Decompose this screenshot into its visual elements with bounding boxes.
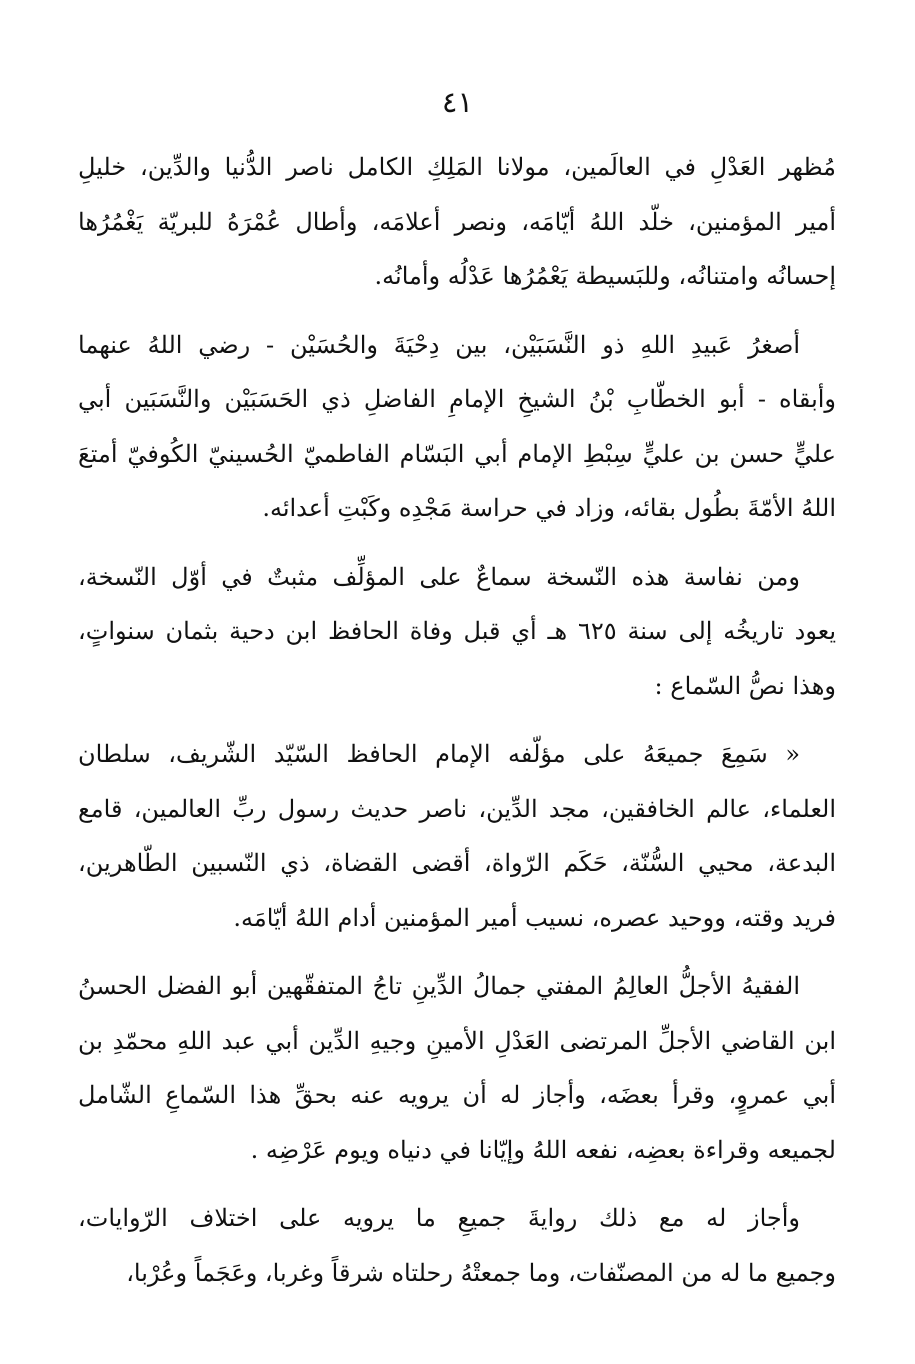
paragraph: [78, 1191, 836, 1300]
text-line: ابن القاضي الأجلِّ المرتضى العَدْلِ الأمينِ وجيهِ الدِّين أبي عبد اللهِ محمّدِ بن: [78, 1026, 836, 1055]
text-line: أمير المؤمنين، خلّد اللهُ أيّامَه، ونصر أعلامَه، وأطال عُمْرَهُ للبريّة يَغْمُرُها: [78, 207, 836, 236]
text-line: ومن نفاسة هذه النّسخة سماعٌ على المؤلِّف مثبتٌ في أوّل النّسخة،: [78, 562, 800, 591]
text-line: إحسانُه وامتنانُه، وللبَسيطة يَعْمُرُها عَدْلُه وأمانُه.: [374, 262, 836, 290]
text-line: أبي عمروٍ، وقرأ بعضَه، وأجاز له أن يرويه عنه بحقِّ هذا السّماعِ الشّامل: [78, 1081, 836, 1109]
text-line: وأجاز له مع ذلك روايةَ جميعِ ما يرويه على اختلاف الرّوايات،: [78, 1204, 800, 1232]
paragraph: [78, 140, 836, 304]
text-line: الفقيهُ الأجلُّ العالِمُ المفتي جمالُ الدِّينِ تاجُ المتفقّهين أبو الفضل الحسنُ: [78, 972, 800, 1000]
text-line: البدعة، محيي السُّنّة، حَكَم الرّواة، أقضى القضاة، ذي النّسبين الطّاهرين،: [78, 849, 836, 877]
text-line: اللهُ الأمّةَ بطُول بقائه، وزاد في حراسة مَجْدِه وكَبْتِ أعدائه.: [262, 494, 836, 522]
body-text: [78, 140, 836, 1314]
paragraph: [78, 550, 836, 714]
text-line: عليٍّ حسن بن عليٍّ سِبْطِ الإمام أبي البَسّام الفاطميّ الحُسينيّ الكُوفيّ أمتعَ: [78, 439, 836, 468]
text-line: العلماء، عالم الخافقين، مجد الدِّين، ناصر حديث رسول ربِّ العالمين، قامع: [78, 794, 836, 823]
text-line: فريد وقته، ووحيد عصره، نسيب أمير المؤمنين أدام اللهُ أيّامَه.: [233, 903, 836, 932]
text-line: يعود تاريخُه إلى سنة ٦٢٥ هـ أي قبل وفاة الحافظ ابن دحية بثمان سنواتٍ،: [78, 617, 836, 645]
paragraph: [78, 318, 836, 536]
page-number: ٤١: [441, 85, 474, 119]
text-line: « سَمِعَ جميعَهُ على مؤلّفه الإمام الحافظ السّيّد الشّريف، سلطان: [78, 740, 800, 768]
text-line: وهذا نصُّ السّماع :: [654, 671, 836, 700]
text-line: وأبقاه - أبو الخطّابِ بْنُ الشيخِ الإمامِ الفاضلِ ذي الحَسَبَيْن والنَّسَبَين أبي: [78, 385, 836, 413]
text-line: أصغرُ عَبيدِ اللهِ ذو النَّسَبَيْن، بين دِحْيَةَ والحُسَيْن - رضي اللهُ عنهما: [78, 330, 800, 359]
paragraph: [78, 727, 836, 945]
text-line: لجميعه وقراءة بعضِه، نفعه اللهُ وإيّانا في دنياه ويوم عَرْضِه .: [250, 1135, 836, 1164]
text-line: وجميع ما له من المصنّفات، وما جمعتْهُ رحلتاه شرقاً وغربا، وعَجَماً وعُرْبا،: [126, 1258, 836, 1287]
paragraph: [78, 959, 836, 1177]
text-line: مُظهر العَدْلِ في العالَمين، مولانا المَلِكِ الكامل ناصر الدُّنيا والدِّين، خليلِ: [78, 153, 836, 181]
